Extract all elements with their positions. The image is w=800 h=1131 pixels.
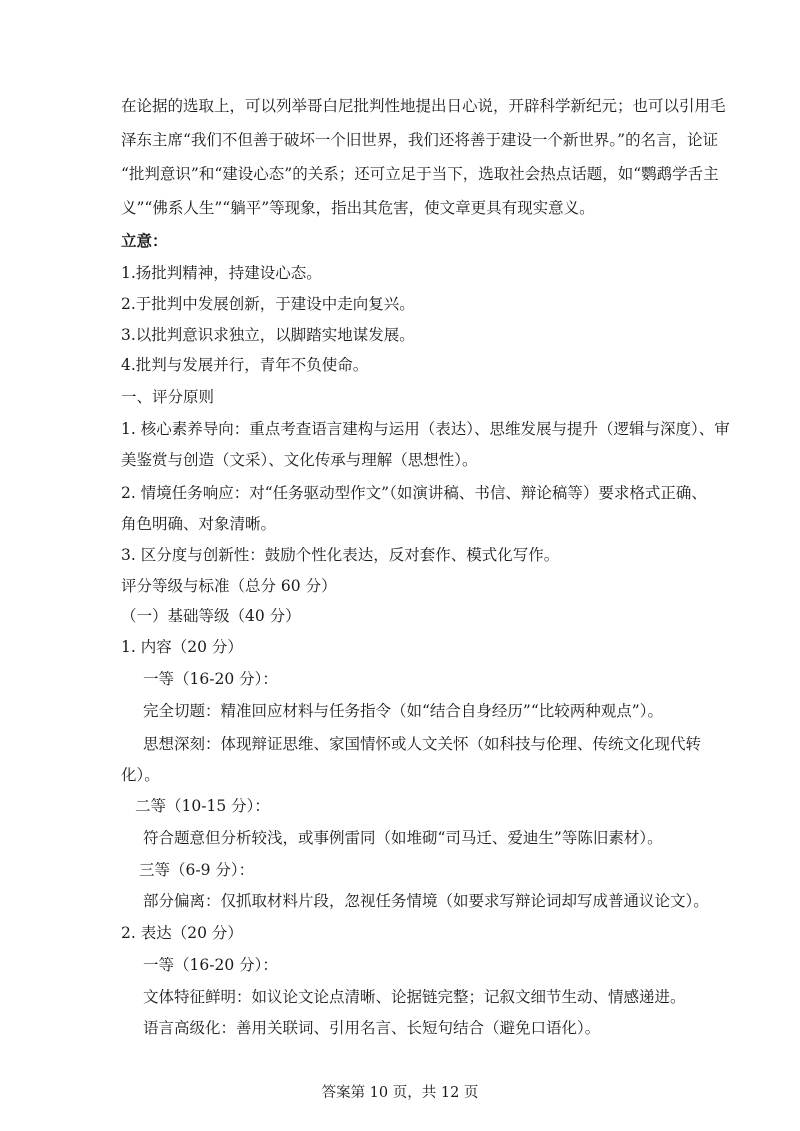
ideas-heading: 立意： bbox=[121, 231, 168, 250]
principle-2-line-1: 2. 情境任务响应：对“任务驱动型作文”（如演讲稿、书信、辩论稿等）要求格式正确、 bbox=[121, 484, 707, 502]
page-footer: 答案第 10 页，共 12 页 bbox=[321, 1085, 479, 1101]
content-second-grade: 二等（10-15 分）： bbox=[135, 797, 270, 815]
paragraph-line-1: 在论据的选取上，可以列举哥白尼批判性地提出日心说，开辟科学新纪元；也可以引用毛 bbox=[121, 97, 726, 115]
content-third-grade: 三等（6-9 分）： bbox=[139, 861, 255, 879]
principle-2-line-2: 角色明确、对象清晰。 bbox=[121, 515, 277, 533]
content-first-grade: 一等（16-20 分）： bbox=[143, 670, 278, 688]
expression-first-grade: 一等（16-20 分）： bbox=[143, 956, 278, 974]
basic-level-heading: （一）基础等级（40 分） bbox=[121, 607, 301, 625]
paragraph-line-3: “批判意识”和“建设心态”的关系；还可立足于当下，选取社会热点话题，如“鹦鹉学舌主 bbox=[121, 165, 719, 183]
content-first-criterion-a: 完全切题：精准回应材料与任务指令（如“结合自身经历”“比较两种观点”）。 bbox=[143, 702, 663, 720]
paragraph-line-2: 泽东主席“我们不但善于破坏一个旧世界，我们还将善于建设一个新世界。”的名言，论证 bbox=[121, 131, 719, 149]
principle-1-line-2: 美鉴赏与创造（文采）、文化传承与理解（思想性）。 bbox=[121, 451, 478, 469]
expression-heading: 2. 表达（20 分） bbox=[121, 924, 243, 942]
idea-item-4: 4.批判与发展并行，青年不负使命。 bbox=[121, 356, 369, 374]
principles-heading: 一、评分原则 bbox=[121, 388, 215, 406]
expression-first-criterion-b: 语言高级化：善用关联词、引用名言、长短句结合（避免口语化）。 bbox=[143, 1019, 601, 1037]
paragraph-line-4: 义”“佛系人生”“躺平”等现象，指出其危害，使文章更具有现实意义。 bbox=[121, 199, 595, 217]
content-second-criterion: 符合题意但分析较浅，或事例雷同（如堆砌“司马迁、爱迪生”等陈旧素材）。 bbox=[143, 829, 663, 847]
content-first-criterion-b-line-2: 化）。 bbox=[121, 766, 160, 784]
expression-first-criterion-a: 文体特征鲜明：如议论文论点清晰、论据链完整；记叙文细节生动、情感递进。 bbox=[143, 988, 686, 1006]
principle-3: 3. 区分度与创新性：鼓励个性化表达，反对套作、模式化写作。 bbox=[121, 546, 560, 564]
content-first-criterion-b-line-1: 思想深刻：体现辩证思维、家国情怀或人文关怀（如科技与伦理、传统文化现代转 bbox=[143, 735, 702, 753]
principle-1-line-1: 1. 核心素养导向：重点考查语言建构与运用（表达）、思维发展与提升（逻辑与深度）、审 bbox=[121, 420, 730, 438]
content-heading: 1. 内容（20 分） bbox=[121, 638, 243, 656]
idea-item-2: 2.于批判中发展创新，于建设中走向复兴。 bbox=[121, 295, 415, 313]
idea-item-1: 1.扬批判精神，持建设心态。 bbox=[121, 264, 322, 282]
grading-heading: 评分等级与标准（总分 60 分） bbox=[121, 577, 337, 595]
content-third-criterion: 部分偏离：仅抓取材料片段，忽视任务情境（如要求写辩论词却写成普通议论文）。 bbox=[143, 892, 709, 910]
idea-item-3: 3.以批判意识求独立，以脚踏实地谋发展。 bbox=[121, 326, 415, 344]
